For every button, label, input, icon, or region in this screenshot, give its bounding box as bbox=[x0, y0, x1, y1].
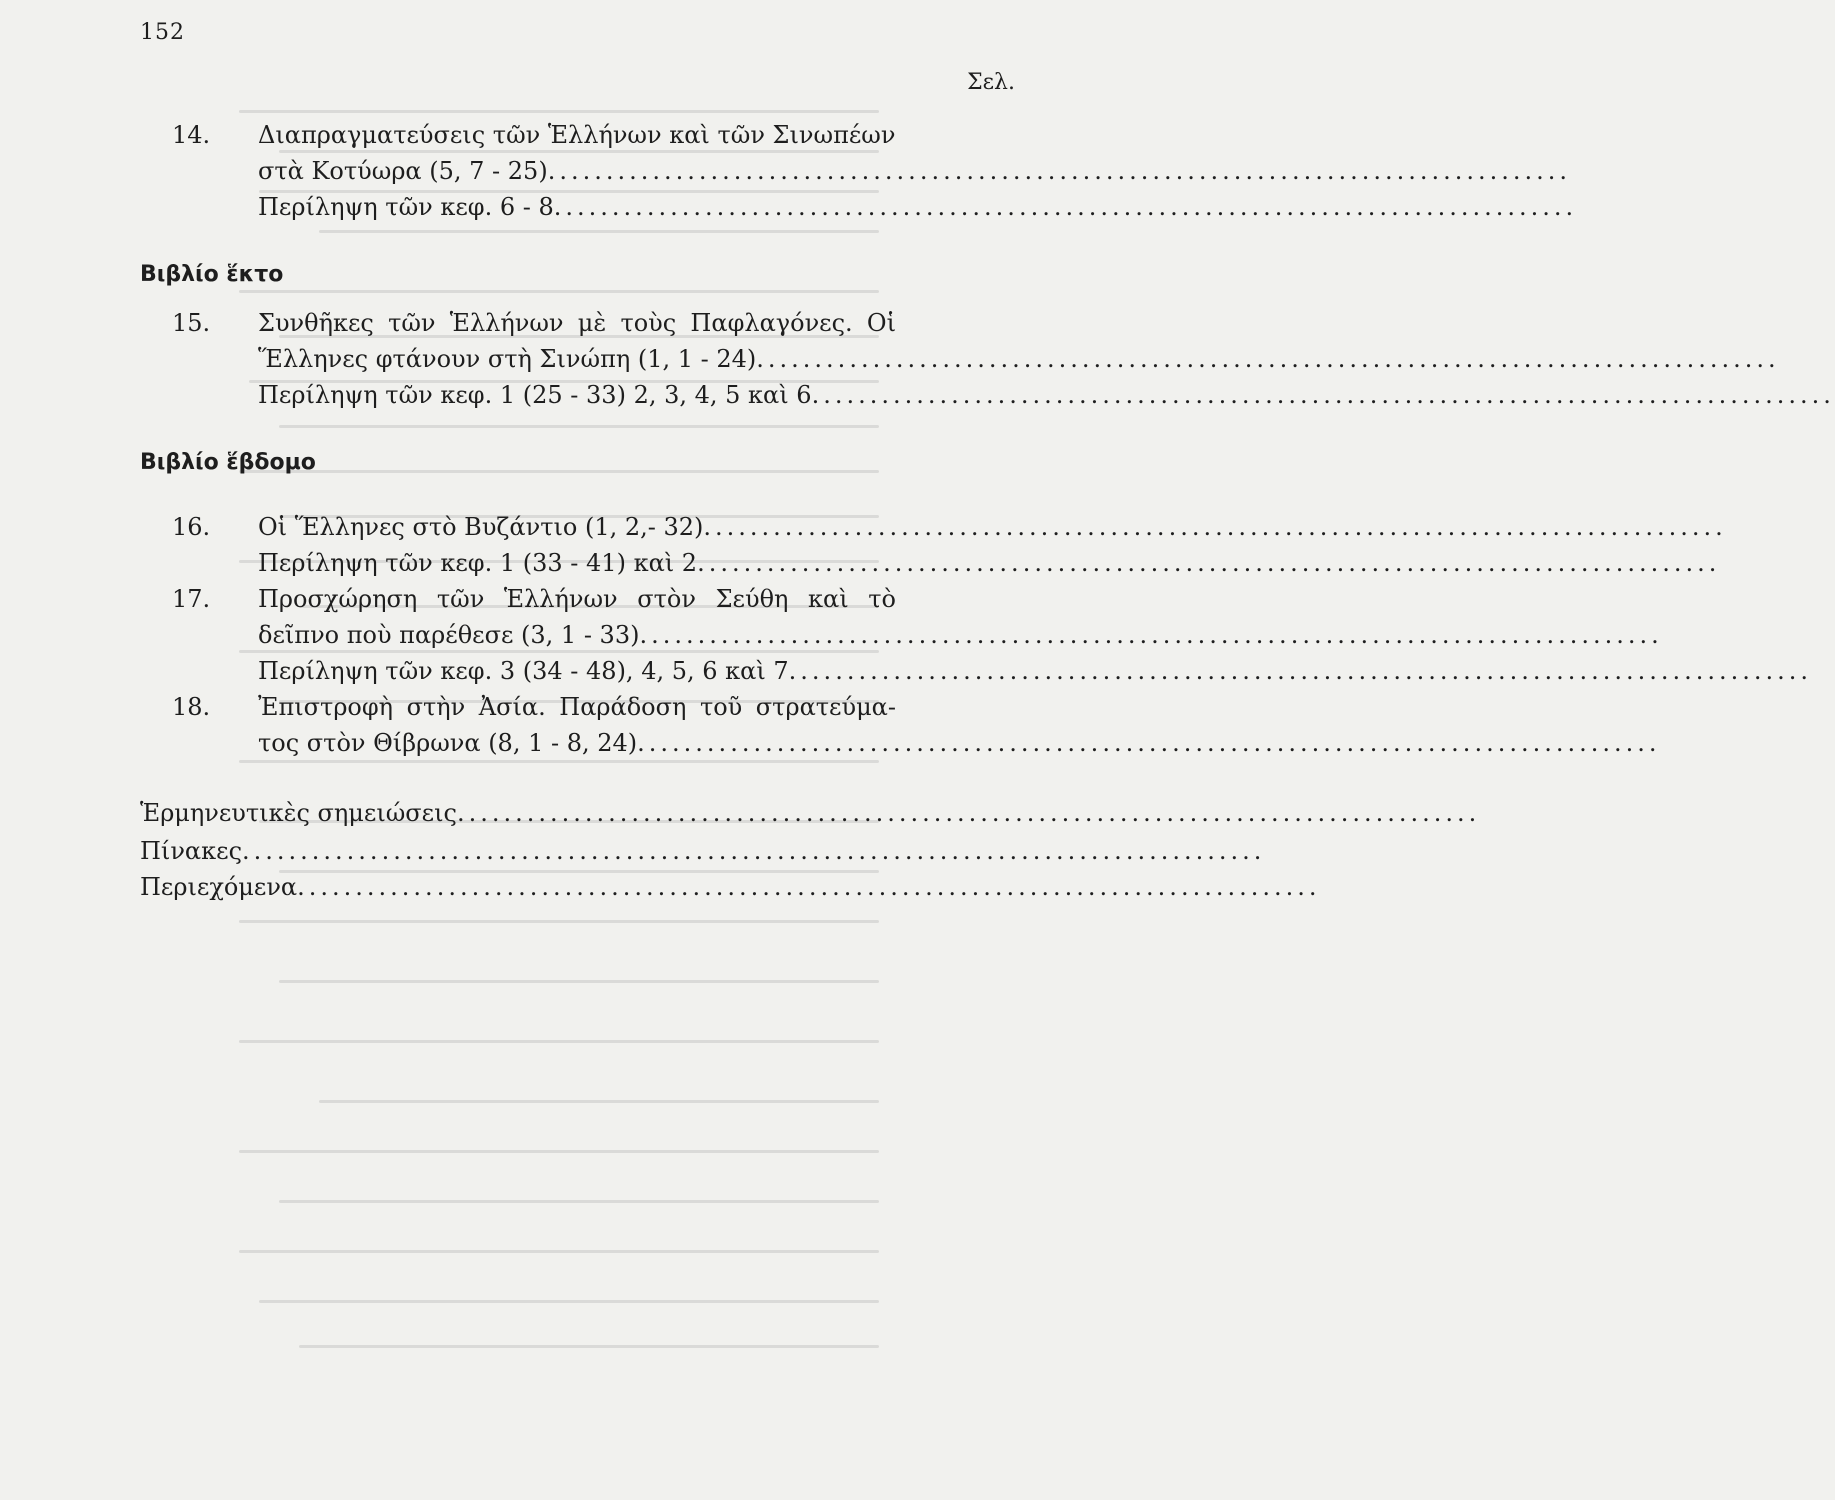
summary-text: Περίληψη τῶν κεφ. 3 (34 - 48), 4, 5, 6 καὶ 7 bbox=[258, 657, 789, 685]
section-heading-book7: Βιβλίο ἕβδομο bbox=[140, 450, 316, 475]
entry-number: 17. bbox=[172, 585, 211, 613]
entry-title-line2: δεῖπνο ποὺ παρέθεσε (3, 1 - 33) bbox=[258, 621, 640, 649]
dot-leader: ........................................................................................ bbox=[553, 193, 1578, 221]
page-column-header: Σελ. bbox=[967, 70, 1015, 95]
entry-number: 16. bbox=[172, 513, 211, 541]
back-matter-title: Περιεχόμενα bbox=[140, 873, 298, 901]
entry-title-line2: Ἕλληνες φτάνουν στὴ Σινώπη (1, 1 - 24) bbox=[258, 345, 757, 373]
dot-leader: ........................................................................................ bbox=[756, 345, 1780, 373]
page-number: 152 bbox=[140, 20, 185, 45]
dot-leader: ........................................................................................ bbox=[639, 621, 1663, 649]
entry-title-line2: τος στὸν Θίβρωνα (8, 1 - 8, 24) bbox=[258, 729, 638, 757]
summary-text: Περίληψη τῶν κεφ. 1 (25 - 33) 2, 3, 4, 5 καὶ 6 bbox=[258, 381, 812, 409]
dot-leader: ........................................................................................ bbox=[242, 837, 1266, 865]
section-heading-book6: Βιβλίο ἕκτο bbox=[140, 262, 284, 287]
entry-number: 18. bbox=[172, 693, 211, 721]
dot-leader: ........................................................................................ bbox=[811, 381, 1835, 409]
entry-title-line1: Ἐπιστροφὴ στὴν Ἀσία. Παράδοση τοῦ στρατεύμα- bbox=[258, 693, 896, 721]
entry-title-line1: Διαπραγματεύσεις τῶν Ἑλλήνων καὶ τῶν Σινωπέων bbox=[258, 121, 896, 149]
dot-leader: ........................................................................................ bbox=[697, 549, 1721, 577]
dot-leader: ........................................................................................ bbox=[788, 657, 1813, 685]
dot-leader: ........................................................................................ bbox=[456, 799, 1481, 827]
back-matter-title: Πίνακες bbox=[140, 837, 243, 865]
dot-leader: ........................................................................................ bbox=[637, 729, 1661, 757]
entry-title-line2: στὰ Κοτύωρα (5, 7 - 25) bbox=[258, 157, 548, 185]
entry-number: 14. bbox=[172, 121, 211, 149]
back-matter-title: Ἑρμηνευτικὲς σημειώσεις bbox=[140, 799, 457, 827]
entry-title-line1: Συνθῆκες τῶν Ἑλλήνων μὲ τοὺς Παφλαγόνες. Οἱ bbox=[258, 309, 896, 337]
summary-text: Περίληψη τῶν κεφ. 6 - 8 bbox=[258, 193, 554, 221]
entry-title: Οἱ Ἕλληνες στὸ Βυζάντιο (1, 2,- 32) bbox=[258, 513, 704, 541]
entry-title-line1: Προσχώρηση τῶν Ἑλλήνων στὸν Σεύθη καὶ τὸ bbox=[258, 585, 896, 613]
entry-number: 15. bbox=[172, 309, 211, 337]
summary-text: Περίληψη τῶν κεφ. 1 (33 - 41) καὶ 2 bbox=[258, 549, 698, 577]
dot-leader: ........................................................................................ bbox=[703, 513, 1727, 541]
dot-leader: ........................................................................................ bbox=[297, 873, 1321, 901]
dot-leader: ........................................................................................ bbox=[547, 157, 1572, 185]
